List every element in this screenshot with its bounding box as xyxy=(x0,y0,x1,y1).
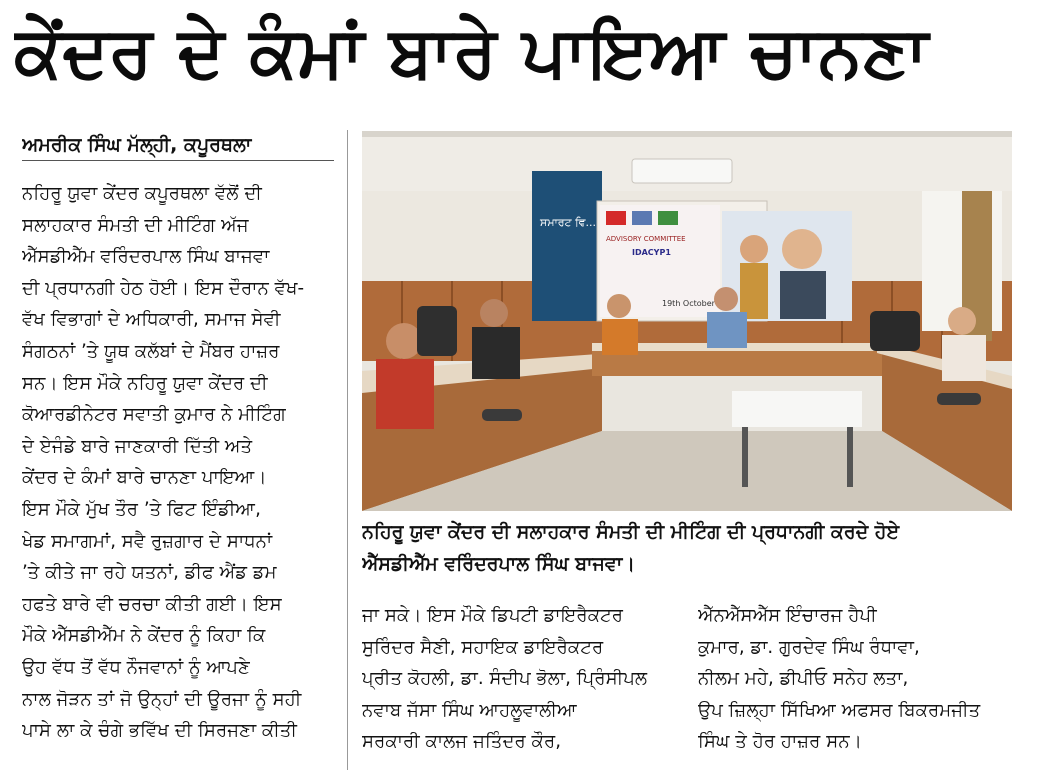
article-line: ਸਰਕਾਰੀ ਕਾਲਜ ਜਤਿੰਦਰ ਕੌਰ, xyxy=(362,731,562,753)
article-line: ਐੱਨਐੱਸਐੱਸ ਇੰਚਾਰਜ ਹੈਪੀ xyxy=(698,605,877,626)
article-line: ਨੀਲਮ ਮਹੇ, ਡੀਪੀਓ ਸਨੇਹ ਲਤਾ, xyxy=(698,668,909,690)
photo-caption xyxy=(362,516,1012,586)
article-line: ਉਪ ਜ਼ਿਲ੍ਹਾ ਸਿੱਖਿਆ ਅਫਸਰ ਬਿਕਰਮਜੀਤ xyxy=(698,699,981,721)
article-line: ਨਾਲ ਜੋੜਨ ਤਾਂ ਜੋ ਉਨ੍ਹਾਂ ਦੀ ਊਰਜਾ ਨੂੰ ਸਹੀ xyxy=(22,688,302,710)
article-column-left xyxy=(22,178,336,770)
article-column-middle xyxy=(362,600,672,770)
column-divider xyxy=(347,130,348,770)
screen-tag: IDACYP1 xyxy=(632,248,671,257)
article-line: ਮੌਕੇ ਐੱਸਡੀਐੱਮ ਨੇ ਕੇਂਦਰ ਨੂੰ ਕਿਹਾ ਕਿ xyxy=(22,625,266,647)
date-text: 19th October xyxy=(662,299,715,308)
article-column-right xyxy=(698,600,1012,770)
article-line: ਨਹਿਰੂ ਯੁਵਾ ਕੇਂਦਰ ਕਪੂਰਥਲਾ ਵੱਲੋਂ ਦੀ xyxy=(22,183,262,204)
meeting-photo-illustration xyxy=(362,131,1012,511)
screen-title: ADVISORY COMMITTEE xyxy=(606,235,686,243)
article-line: ਉਹ ਵੱਧ ਤੋਂ ਵੱਧ ਨੌਜਵਾਨਾਂ ਨੂੰ ਆਪਣੇ xyxy=(22,656,250,678)
article-line: ਕੋਆਰਡੀਨੇਟਰ ਸਵਾਤੀ ਕੁਮਾਰ ਨੇ ਮੀਟਿੰਗ xyxy=(22,404,286,426)
article-line: ਪ੍ਰੀਤ ਕੋਹਲੀ, ਡਾ. ਸੰਦੀਪ ਭੋਲਾ, ਪ੍ਰਿੰਸੀਪਲ xyxy=(362,668,648,690)
article-line: ਹਫਤੇ ਬਾਰੇ ਵੀ ਚਰਚਾ ਕੀਤੀ ਗਈ। ਇਸ xyxy=(22,593,282,615)
article-line: ਖੇਡ ਸਮਾਗਮਾਂ, ਸਵੈ ਰੁਜ਼ਗਾਰ ਦੇ ਸਾਧਨਾਂ xyxy=(22,530,273,552)
article-line: ਸਿੰਘ ਤੇ ਹੋਰ ਹਾਜ਼ਰ ਸਨ। xyxy=(698,731,862,753)
byline: ਅਮਰੀਕ ਸਿੰਘ ਮੱਲ੍ਹੀ, ਕਪੂਰਥਲਾ xyxy=(22,130,334,161)
news-photo xyxy=(362,131,1012,511)
article-line: ਸੁਰਿੰਦਰ ਸੈਣੀ, ਸਹਾਇਕ ਡਾਇਰੈਕਟਰ xyxy=(362,636,604,658)
caption-line: ਨਹਿਰੂ ਯੁਵਾ ਕੇਂਦਰ ਦੀ ਸਲਾਹਕਾਰ ਸੰਮਤੀ ਦੀ ਮੀਟਿੰਗ ਦੀ ਪ੍ਰਧਾਨਗੀ ਕਰਦੇ ਹੋਏ xyxy=(362,521,900,543)
article-line: ਨਵਾਬ ਜੱਸਾ ਸਿੰਘ ਆਹਲੂਵਾਲੀਆ xyxy=(362,699,577,721)
article-line: ਸੰਗਠਨਾਂ ’ਤੇ ਯੂਥ ਕਲੱਬਾਂ ਦੇ ਮੈਂਬਰ ਹਾਜ਼ਰ xyxy=(22,340,280,362)
banner-text: ਸਮਾਰਟ ਵਿ... xyxy=(540,216,596,229)
article-line: ਸਲਾਹਕਾਰ ਸੰਮਤੀ ਦੀ ਮੀਟਿੰਗ ਅੱਜ xyxy=(22,214,249,236)
article-line: ਪਾਸੇ ਲਾ ਕੇ ਚੰਗੇ ਭਵਿੱਖ ਦੀ ਸਿਰਜਣਾ ਕੀਤੀ xyxy=(22,720,297,742)
article-line: ਜਾ ਸਕੇ। ਇਸ ਮੌਕੇ ਡਿਪਟੀ ਡਾਇਰੈਕਟਰ xyxy=(362,605,624,626)
headline: ਕੇਂਦਰ ਦੇ ਕੰਮਾਂ ਬਾਰੇ ਪਾਇਆ ਚਾਨਣਾ xyxy=(14,11,929,93)
article-line: ਸਨ। ਇਸ ਮੌਕੇ ਨਹਿਰੂ ਯੁਵਾ ਕੇਂਦਰ ਦੀ xyxy=(22,372,268,394)
article-line: ਐੱਸਡੀਐੱਮ ਵਰਿੰਦਰਪਾਲ ਸਿੰਘ ਬਾਜਵਾ xyxy=(22,246,270,268)
article-line: ਦੀ ਪ੍ਰਧਾਨਗੀ ਹੇਠ ਹੋਈ। ਇਸ ਦੌਰਾਨ ਵੱਖ- xyxy=(22,277,305,299)
article-line: ਵੱਖ ਵਿਭਾਗਾਂ ਦੇ ਅਧਿਕਾਰੀ, ਸਮਾਜ ਸੇਵੀ xyxy=(22,309,281,331)
article-line: ਇਸ ਮੌਕੇ ਮੁੱਖ ਤੌਰ ’ਤੇ ਫਿਟ ਇੰਡੀਆ, xyxy=(22,498,261,520)
caption-line: ਐੱਸਡੀਐੱਮ ਵਰਿੰਦਰਪਾਲ ਸਿੰਘ ਬਾਜਵਾ। xyxy=(362,553,636,575)
article-line: ਦੇ ਏਜੰਡੇ ਬਾਰੇ ਜਾਣਕਾਰੀ ਦਿੱਤੀ ਅਤੇ xyxy=(22,435,253,457)
article-line: ’ਤੇ ਕੀਤੇ ਜਾ ਰਹੇ ਯਤਨਾਂ, ਡੀਫ ਐਂਡ ਡਮ xyxy=(22,562,277,584)
article-line: ਕੇਂਦਰ ਦੇ ਕੰਮਾਂ ਬਾਰੇ ਚਾਨਣਾ ਪਾਇਆ। xyxy=(22,467,267,489)
article-line: ਕੁਮਾਰ, ਡਾ. ਗੁਰਦੇਵ ਸਿੰਘ ਰੰਧਾਵਾ, xyxy=(698,636,920,658)
